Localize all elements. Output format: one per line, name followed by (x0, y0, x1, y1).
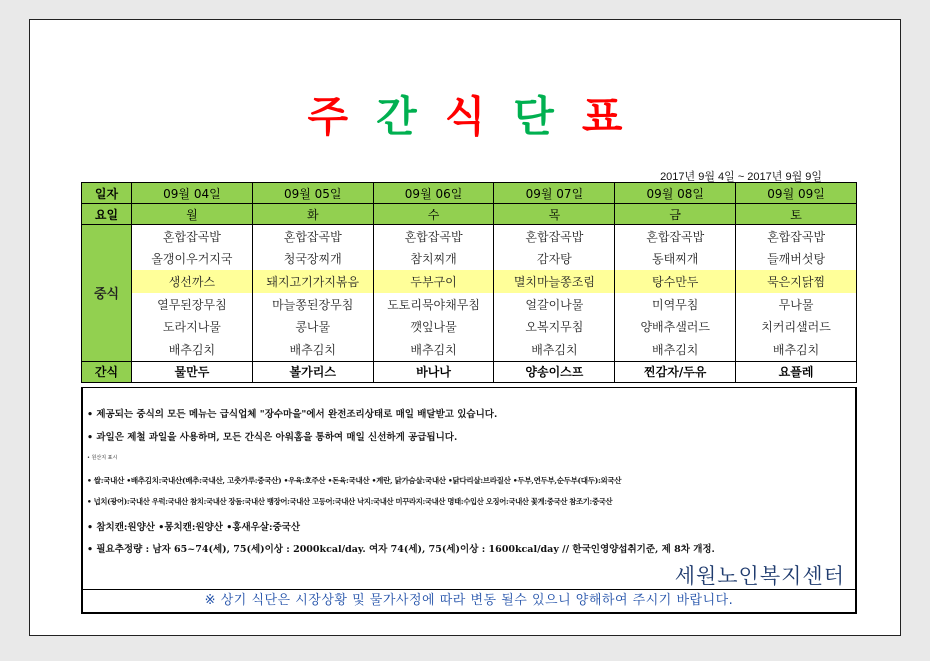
menu-item: 돼지고기가지볶음 (252, 270, 373, 293)
lunch-row (82, 270, 857, 293)
note-calories: • 필요추정량 : 남자 65~74(세), 75(세)이상 : 2000kcal/day. 여자 74(세), 75(세)이상 : 1600kcal/day // 한국인영양섭취기준, 제 8차 개정. (87, 544, 715, 555)
menu-item: 동태찌개 (615, 248, 736, 271)
menu-item: 오복지무침 (494, 315, 615, 338)
menu-item: 배추김치 (132, 338, 253, 361)
period-range: 2017년 9월 4일 ~ 2017년 9월 9일 (660, 171, 822, 183)
snack-item: 볼가리스 (252, 361, 373, 382)
menu-item: 배추김치 (373, 338, 494, 361)
menu-item: 혼합잡곡밥 (252, 225, 373, 248)
snack-label: 간식 (82, 361, 132, 382)
menu-item: 올갱이우거지국 (132, 248, 253, 271)
menu-item: 양배추샐러드 (615, 315, 736, 338)
center-name: 세원노인복지센터 (674, 564, 845, 588)
lunch-row (82, 293, 857, 316)
date-cell: 09월 05일 (252, 183, 373, 204)
note-origin-can: • 참치캔:원양산 •몽치캔:원양산 •홍새우살:중국산 (87, 522, 301, 533)
title-char: 단 (513, 92, 582, 141)
weekday-cell: 토 (736, 204, 857, 225)
lunch-row (82, 225, 857, 248)
title-char: 간 (376, 92, 445, 141)
lunch-row (82, 248, 857, 271)
menu-item: 열무된장무침 (132, 293, 253, 316)
date-row (82, 183, 857, 204)
weekday-cell: 수 (373, 204, 494, 225)
menu-item: 두부구이 (373, 270, 494, 293)
menu-item: 무나물 (736, 293, 857, 316)
date-cell: 09월 06일 (373, 183, 494, 204)
menu-item: 도토리묵야채무침 (373, 293, 494, 316)
lunch-row (82, 338, 857, 361)
weekday-cell: 목 (494, 204, 615, 225)
snack-item: 바나나 (373, 361, 494, 382)
menu-item: 혼합잡곡밥 (494, 225, 615, 248)
menu-item: 들깨버섯탕 (736, 248, 857, 271)
date-label: 일자 (82, 183, 132, 204)
menu-item: 배추김치 (252, 338, 373, 361)
date-cell: 09월 08일 (615, 183, 736, 204)
snack-item: 양송이스프 (494, 361, 615, 382)
menu-item: 치커리샐러드 (736, 315, 857, 338)
menu-item: 혼합잡곡밥 (615, 225, 736, 248)
snack-row (82, 361, 857, 382)
weekday-row (82, 204, 857, 225)
menu-item: 도라지나물 (132, 315, 253, 338)
snack-item: 요플레 (736, 361, 857, 382)
note-origin-heading: • 원산지 표시 (87, 455, 118, 461)
menu-item: 감자탕 (494, 248, 615, 271)
menu-item: 배추김치 (736, 338, 857, 361)
date-cell: 09월 07일 (494, 183, 615, 204)
snack-item: 물만두 (132, 361, 253, 382)
weekday-label: 요일 (82, 204, 132, 225)
menu-item: 콩나물 (252, 315, 373, 338)
weekly-menu-table (81, 182, 857, 383)
menu-sheet (29, 19, 901, 636)
lunch-label: 중식 (82, 225, 132, 362)
menu-item: 미역무침 (615, 293, 736, 316)
note-fruit-snack: • 과일은 제철 과일을 사용하며, 모든 간식은 아워홈을 통하여 매일 신선하게 공급됩니다. (87, 432, 458, 443)
menu-item: 배추김치 (494, 338, 615, 361)
note-supplier: • 제공되는 중식의 모든 메뉴는 급식업체 "장수마을"에서 완전조리상태로 매일 배달받고 있습니다. (87, 409, 498, 420)
menu-item: 청국장찌개 (252, 248, 373, 271)
weekday-cell: 금 (615, 204, 736, 225)
menu-item: 혼합잡곡밥 (373, 225, 494, 248)
menu-item: 참치찌개 (373, 248, 494, 271)
date-cell: 09월 04일 (132, 183, 253, 204)
page-title (30, 84, 900, 144)
menu-item: 얼갈이나물 (494, 293, 615, 316)
title-char: 주 (307, 92, 377, 141)
title-char: 식 (444, 92, 514, 141)
menu-item: 탕수만두 (615, 270, 736, 293)
note-origin-fish: • 넙치(광어):국내산 우럭:국내산 참치:국내산 장돔:국내산 뱅장어:국내산 고등어:국내산 낙지:국내산 미꾸라지:국내산 명태:수입산 오징어:국내산 꽃게:중국산 참조기:중국산 (87, 497, 613, 506)
menu-item: 생선까스 (132, 270, 253, 293)
menu-item: 배추김치 (615, 338, 736, 361)
date-cell: 09월 09일 (736, 183, 857, 204)
note-origin-meat: • 쌀:국내산 •배추김치:국내산(배추:국내산, 고춧가루:중국산) •우육:호주산 •돈육:국내산 •계란, 닭가슴살:국내산 •닭다리살:브라질산 •두부,연두부,순두부(대두):외국산 (87, 476, 622, 485)
title-char: 표 (581, 92, 651, 141)
footer-notice: ※ 상기 식단은 시장상황 및 물가사정에 따라 변동 될수 있으니 양해하여 주시기 바랍니다. (83, 589, 855, 612)
menu-item: 마늘쫑된장무침 (252, 293, 373, 316)
menu-item: 혼합잡곡밥 (736, 225, 857, 248)
weekday-cell: 화 (252, 204, 373, 225)
menu-item: 묵은지닭찜 (736, 270, 857, 293)
menu-item: 깻잎나물 (373, 315, 494, 338)
menu-item: 멸치마늘쫑조림 (494, 270, 615, 293)
menu-item: 혼합잡곡밥 (132, 225, 253, 248)
lunch-row (82, 315, 857, 338)
snack-item: 찐감자/두유 (615, 361, 736, 382)
weekday-cell: 월 (132, 204, 253, 225)
notes-box (81, 387, 857, 614)
